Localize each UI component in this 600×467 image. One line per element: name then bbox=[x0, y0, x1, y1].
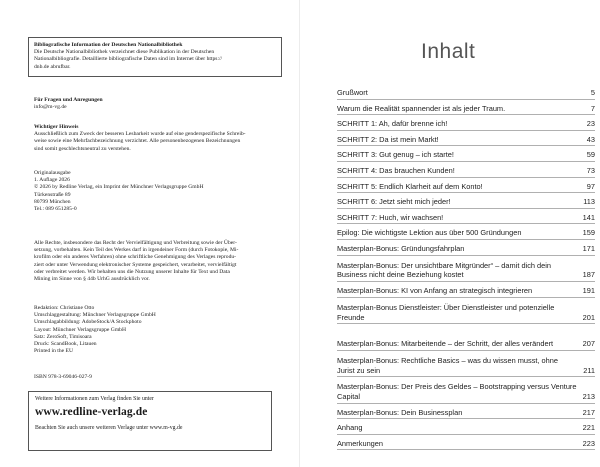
toc-entry-page: 211 bbox=[583, 365, 595, 375]
edition-line: Originalausgabe bbox=[34, 170, 71, 176]
toc-entry-page: 171 bbox=[582, 243, 595, 253]
toc-entry-page: 23 bbox=[586, 119, 595, 129]
edition-block bbox=[34, 170, 274, 213]
toc-entry[interactable] bbox=[337, 256, 595, 283]
toc-entry-title: Grußwort bbox=[337, 88, 368, 97]
info-box-top-text: Weitere Informationen zum Verlag finden Sie unter bbox=[35, 396, 154, 402]
toc-entry-title: SCHRITT 1: Ah, dafür brenne ich! bbox=[337, 119, 448, 129]
rights-line: oder verbreitet werden. Wir behalten uns die Nutzung unserer Inhalte für Text und Data bbox=[34, 268, 230, 275]
toc-entry-page: 7 bbox=[590, 103, 595, 113]
toc-entry-title: Masterplan-Bonus: KI von Anfang an strategisch integrieren bbox=[337, 286, 533, 296]
toc-entry-page: 217 bbox=[582, 407, 595, 417]
toc-entry[interactable] bbox=[337, 131, 595, 147]
phone-line: Tel.: 089 651285-0 bbox=[34, 206, 77, 213]
toc-entry-title: SCHRITT 4: Das brauchen Kunden! bbox=[337, 165, 455, 175]
info-box-bottom-text: Beachten Sie auch unsere weiteren Verlage unter www.m-vg.de bbox=[35, 425, 183, 431]
notice-heading: Wichtiger Hinweis bbox=[34, 124, 79, 130]
toc-entry-page: 221 bbox=[582, 423, 595, 433]
toc-entry-title: Epilog: Die wichtigste Lektion aus über 500 Gründungen bbox=[337, 228, 522, 238]
notice-line: weise sowie eine Mehrfachbezeichnung verzichtet. Alle personenbezogenen Bezeichnungen bbox=[34, 138, 241, 145]
toc-entry-title: SCHRITT 3: Gut genug – ich starte! bbox=[337, 150, 454, 160]
toc-entry[interactable] bbox=[337, 224, 595, 240]
notice-block bbox=[34, 124, 274, 153]
toc-entry[interactable] bbox=[337, 115, 595, 131]
rights-line: Alle Rechte, insbesondere das Recht der Vervielfältigung und Verbreitung sowie der Über- bbox=[34, 240, 237, 246]
toc-entry-title: Anhang bbox=[337, 423, 363, 433]
edition-line: 1. Auflage 2026 bbox=[34, 177, 70, 184]
toc-entry[interactable] bbox=[337, 162, 595, 178]
rights-line: Mining im Sinne von § 44b UrhG ausdrücklich vor. bbox=[34, 276, 150, 283]
table-of-contents bbox=[337, 84, 595, 450]
isbn: ISBN 978-3-69046-027-9 bbox=[34, 374, 92, 380]
toc-entry[interactable] bbox=[337, 351, 595, 378]
rights-line: ziert oder unter Verwendung elektronischer Systeme gespeichert, verarbeitet, vervielfältigt bbox=[34, 261, 237, 268]
toc-entry-title: SCHRITT 6: Jetzt sieht mich jeder! bbox=[337, 197, 451, 207]
page-title: Inhalt bbox=[421, 40, 476, 63]
toc-entry-title: SCHRITT 2: Da ist mein Markt! bbox=[337, 134, 439, 144]
bibliographic-info-box bbox=[28, 37, 282, 77]
toc-entry[interactable] bbox=[337, 419, 595, 435]
credits-line: Umschlaggestaltung: Münchner Verlagsgruppe GmbH bbox=[34, 312, 156, 319]
toc-entry-page: 73 bbox=[586, 165, 595, 175]
contact-block bbox=[34, 97, 274, 111]
toc-entry-title: SCHRITT 5: Endlich Klarheit auf dem Konto! bbox=[337, 181, 483, 191]
toc-entry-title: Masterplan-Bonus: Gründungsfahrplan bbox=[337, 243, 465, 253]
toc-entry[interactable] bbox=[337, 240, 595, 256]
notice-line: Ausschließlich zum Zweck der besseren Lesbarkeit wurde auf eine genderspezifische Schreib- bbox=[34, 131, 246, 138]
toc-entry-page: 59 bbox=[586, 150, 595, 160]
toc-entry-title: SCHRITT 7: Huch, wir wachsen! bbox=[337, 212, 444, 222]
toc-entry-page: 223 bbox=[582, 438, 595, 448]
toc-entry-title: Masterplan-Bonus: Dein Businessplan bbox=[337, 407, 463, 417]
credits-line: Druck: ScandBook, Litauen bbox=[34, 341, 97, 348]
rights-block bbox=[34, 240, 274, 283]
isbn-block bbox=[34, 374, 274, 381]
publisher-info-box bbox=[28, 391, 272, 451]
toc-entry-title: Masterplan-Bonus: Rechtliche Basics – was du wissen musst, ohne Jurist zu sein bbox=[337, 355, 559, 375]
toc-entry-page: 201 bbox=[582, 312, 595, 322]
toc-entry[interactable] bbox=[337, 298, 595, 325]
biblio-line: dnb.de abrufbar. bbox=[34, 63, 71, 70]
toc-entry-page: 141 bbox=[582, 212, 595, 222]
toc-entry[interactable] bbox=[337, 282, 595, 298]
toc-entry-page: 97 bbox=[586, 181, 595, 191]
rights-line: krofilm oder ein anderes Verfahren) ohne schriftliche Genehmigung des Verlages reprodu- bbox=[34, 254, 237, 261]
credits-line: Layout: Münchner Verlagsgruppe GmbH bbox=[34, 326, 127, 333]
toc-entry[interactable] bbox=[337, 404, 595, 420]
toc-entry-page: 191 bbox=[582, 286, 595, 296]
toc-entry[interactable] bbox=[337, 100, 595, 116]
credits-line: Redaktion: Christiane Otto bbox=[34, 305, 95, 311]
toc-entry-title: Warum die Realität spannender ist als jeder Traum. bbox=[337, 103, 506, 113]
rights-line: setzung, vorbehalten. Kein Teil des Werkes darf in irgendeiner Form (durch Fotokopie, Mi- bbox=[34, 247, 239, 254]
address-line: Türkenstraße 89 bbox=[34, 191, 71, 198]
toc-entry-page: 207 bbox=[582, 339, 595, 349]
toc-entry[interactable] bbox=[337, 146, 595, 162]
toc-entry-page: 187 bbox=[582, 270, 595, 280]
toc-entry[interactable] bbox=[337, 435, 595, 451]
contact-email[interactable]: info@m-vg.de bbox=[34, 104, 67, 111]
copyright-line: © 2026 by Redline Verlag, ein Imprint der Münchner Verlagsgruppe GmbH bbox=[34, 184, 204, 191]
publisher-url-link[interactable]: www.redline-verlag.de bbox=[35, 406, 148, 418]
biblio-line: Die Deutsche Nationalbibliothek verzeichnet diese Publikation in der Deutschen bbox=[34, 49, 215, 56]
toc-entry-title: Masterplan-Bonus: Mitarbeitende – der Schritt, der alles verändert bbox=[337, 339, 554, 349]
toc-entry-page: 159 bbox=[582, 228, 595, 238]
toc-entry-title: Masterplan-Bonus: Der Preis des Geldes – Bootstrapping versus Venture Capital bbox=[337, 382, 577, 402]
biblio-heading: Bibliografische Information der Deutschen Nationalbibliothek bbox=[34, 42, 183, 48]
toc-entry[interactable] bbox=[337, 193, 595, 209]
toc-entry-page: 43 bbox=[586, 134, 595, 144]
toc-entry-title: Masterplan-Bonus: Der unsichtbare Mitgründer“ – damit dich dein Business nicht deine Beziehung kostet bbox=[337, 260, 552, 280]
toc-entry[interactable] bbox=[337, 178, 595, 194]
credits-line: Umschlagabbildung: AdobeStock/A Stockphoto bbox=[34, 319, 142, 326]
toc-entry-title: Masterplan-Bonus Dienstleister: Über Dienstleister und potenzielle Freunde bbox=[337, 302, 555, 322]
toc-entry[interactable] bbox=[337, 84, 595, 100]
address-line: 80799 München bbox=[34, 198, 71, 205]
credits-block bbox=[34, 305, 274, 355]
toc-entry-page: 113 bbox=[583, 197, 595, 207]
toc-entry[interactable] bbox=[337, 324, 595, 351]
toc-entry[interactable] bbox=[337, 377, 595, 404]
contact-heading: Für Fragen und Anregungen bbox=[34, 97, 103, 103]
toc-entry-page: 5 bbox=[590, 88, 595, 97]
toc-entry-title: Anmerkungen bbox=[337, 438, 384, 448]
toc-entry[interactable] bbox=[337, 209, 595, 225]
credits-line: Printed in the EU bbox=[34, 348, 73, 355]
notice-line: sind somit geschlechtsneutral zu verstehen. bbox=[34, 145, 131, 152]
biblio-line: Nationalbibliografie. Detaillierte bibliografische Daten sind im Internet über https:// bbox=[34, 56, 223, 63]
toc-entry-page: 213 bbox=[582, 392, 595, 402]
credits-line: Satz: ZeroSoft, Timisoara bbox=[34, 333, 92, 340]
